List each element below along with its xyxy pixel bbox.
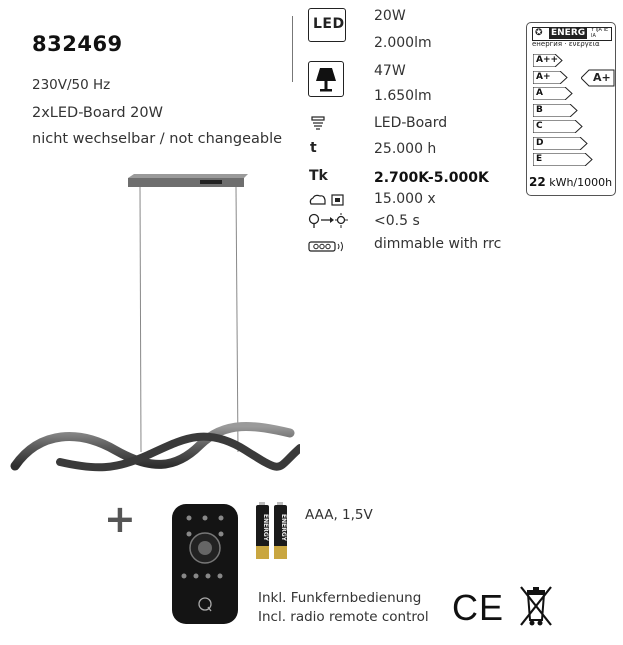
remote-control-image bbox=[172, 504, 238, 624]
included-remote-en: Incl. radio remote control bbox=[258, 609, 429, 625]
equiv-power-value: 47W bbox=[374, 63, 406, 79]
led-icon bbox=[308, 8, 346, 42]
battery-cell-text-left: ENERGY bbox=[262, 514, 269, 541]
lamp-icon bbox=[308, 61, 344, 97]
energy-class-label: E bbox=[536, 154, 543, 164]
consumption-unit: kWh/1000h bbox=[549, 176, 613, 189]
led-board-text: 2xLED-Board 20W bbox=[32, 105, 163, 121]
color-temp-value: 2.700K-5.000K bbox=[374, 170, 489, 186]
remote-dimmable-icon bbox=[308, 238, 348, 257]
energy-rating-arrow bbox=[581, 69, 615, 91]
suspension-wire-left bbox=[140, 187, 141, 452]
energy-label-title: ENERG bbox=[551, 28, 586, 38]
battery-cell-text-right: ENERGY bbox=[280, 514, 287, 541]
equiv-lumen-value: 1.650lm bbox=[374, 88, 432, 104]
energy-label-suffix: Y IJA IE IA bbox=[591, 27, 609, 39]
energy-label-subheader: енергия · ενεργεια bbox=[532, 40, 600, 48]
energy-rating-value: A+ bbox=[593, 71, 611, 84]
lifetime-value: 25.000 h bbox=[374, 141, 437, 157]
energy-class-label: D bbox=[536, 137, 544, 148]
switch-cycles-value: 15.000 x bbox=[374, 191, 436, 207]
energy-class-label: A++ bbox=[536, 55, 559, 65]
wave-bar-top bbox=[15, 426, 290, 466]
battery-spec-text: AAA, 1,5V bbox=[305, 507, 373, 523]
consumption-value: 22 bbox=[529, 175, 546, 189]
not-changeable-text: nicht wechselbar / not changeable bbox=[32, 131, 283, 147]
suspension-wire-right bbox=[236, 187, 238, 452]
led-icon-label: LED bbox=[313, 16, 345, 32]
color-temp-icon: Tk bbox=[309, 168, 328, 184]
start-time-icon bbox=[308, 212, 350, 234]
lamp-type-value: LED-Board bbox=[374, 115, 448, 131]
energy-consumption bbox=[529, 175, 612, 189]
eu-stars-icon: ✪ bbox=[535, 28, 543, 38]
energy-label-header bbox=[532, 27, 612, 41]
included-remote-de: Inkl. Funkfernbedienung bbox=[258, 590, 422, 606]
switch-cycles-icon bbox=[308, 192, 348, 211]
led-lumen-value: 2.000lm bbox=[374, 35, 432, 51]
energy-label bbox=[526, 22, 616, 196]
energy-class-label: B bbox=[536, 104, 543, 115]
lamp-type-icon bbox=[311, 115, 325, 134]
weee-crossed-bin-icon bbox=[518, 584, 554, 632]
led-power-value: 20W bbox=[374, 8, 406, 24]
plus-sign: + bbox=[104, 497, 136, 541]
divider-line bbox=[292, 16, 293, 82]
lifetime-icon: t bbox=[310, 140, 317, 156]
energy-class-label: A+ bbox=[536, 71, 551, 82]
energy-class-label: A bbox=[536, 88, 543, 98]
dimmable-value: dimmable with rrc bbox=[374, 236, 502, 252]
ce-mark-icon: CE bbox=[452, 587, 505, 628]
start-time-value: <0.5 s bbox=[374, 213, 420, 229]
ceiling-canopy bbox=[128, 178, 244, 187]
article-number: 832469 bbox=[32, 32, 123, 56]
energy-class-label: C bbox=[536, 121, 543, 131]
pendant-lamp-illustration bbox=[0, 170, 300, 480]
voltage-text: 230V/50 Hz bbox=[32, 77, 111, 93]
